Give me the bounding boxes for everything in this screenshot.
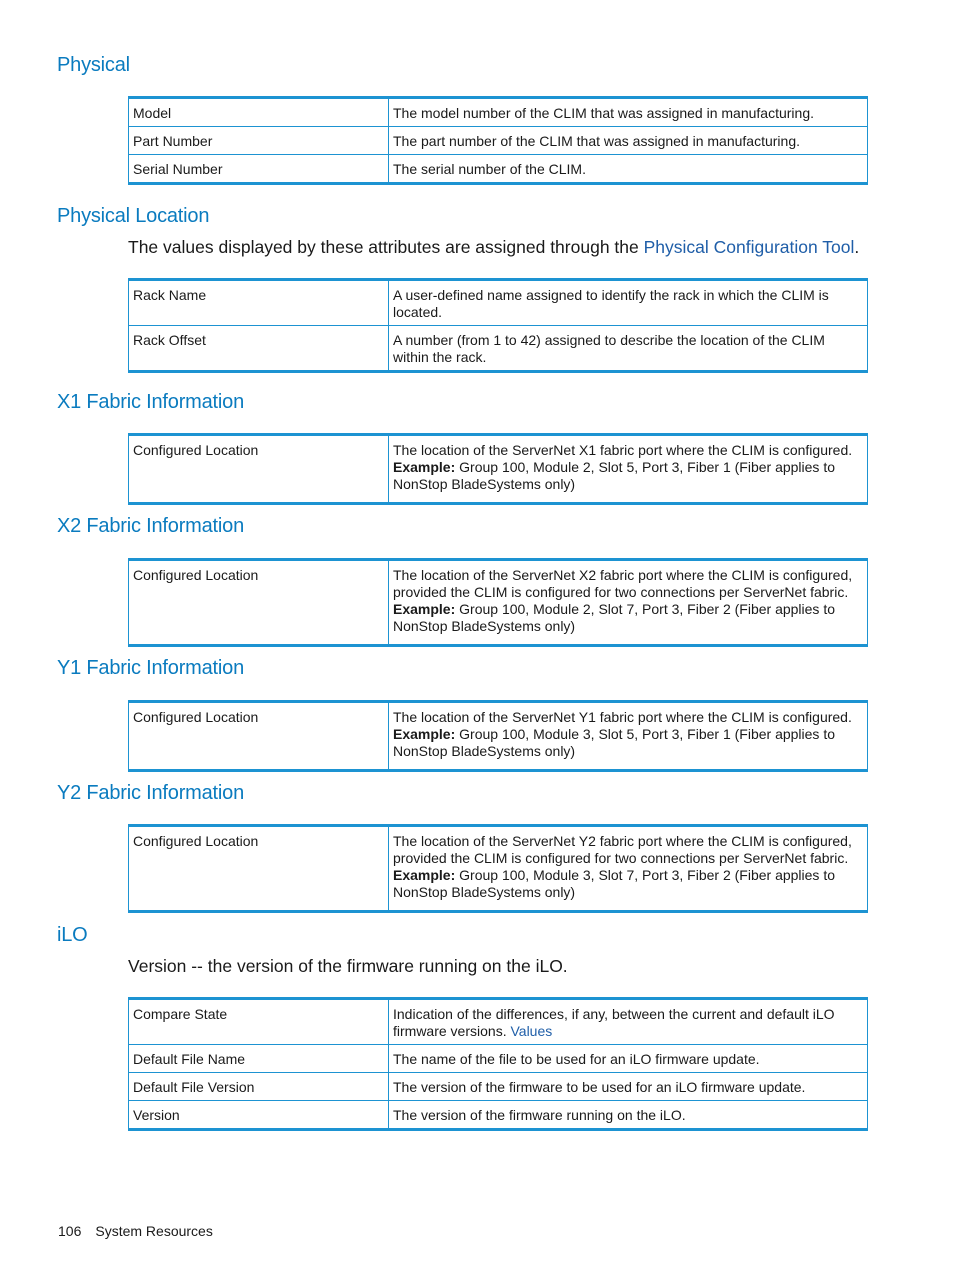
table-row: [129, 560, 868, 646]
attribute-name: Configured Location: [129, 435, 389, 504]
section-heading-physical-location: Physical Location: [57, 205, 210, 227]
attribute-name: Default File Name: [129, 1045, 389, 1073]
attribute-description: The model number of the CLIM that was assigned in manufacturing.: [389, 98, 868, 127]
table-row: [129, 702, 868, 771]
example-text: Group 100, Module 3, Slot 7, Port 3, Fiber 2 (Fiber applies to NonStop BladeSystems only): [393, 867, 835, 900]
physical-configuration-tool-link[interactable]: Physical Configuration Tool: [643, 237, 855, 257]
section-heading-ilo: iLO: [57, 924, 88, 946]
attribute-description: The version of the firmware to be used for an iLO firmware update.: [389, 1073, 868, 1101]
table-row: [129, 826, 868, 912]
description-text: The location of the ServerNet X2 fabric port where the CLIM is configured, provided the CLIM is configured for two connections per ServerNet fabric.: [393, 567, 853, 600]
section-heading-y1-fabric: Y1 Fabric Information: [57, 657, 244, 679]
attribute-name: Model: [129, 98, 389, 127]
x1-fabric-table: [128, 433, 868, 505]
table-row: [129, 1045, 868, 1073]
description-text: The location of the ServerNet Y2 fabric port where the CLIM is configured, provided the CLIM is configured for two connections per ServerNet fabric.: [393, 833, 852, 866]
attribute-name: Configured Location: [129, 702, 389, 771]
example-text: Group 100, Module 2, Slot 7, Port 3, Fiber 2 (Fiber applies to NonStop BladeSystems only): [393, 601, 835, 634]
attribute-name: Rack Name: [129, 280, 389, 326]
attribute-name: Configured Location: [129, 826, 389, 912]
page-number: 106: [58, 1223, 82, 1239]
example-label: Example:: [393, 867, 456, 883]
physical-location-intro: [128, 237, 859, 258]
page-footer: [58, 1223, 227, 1239]
example-text: Group 100, Module 2, Slot 5, Port 3, Fiber 1 (Fiber applies to NonStop BladeSystems only): [393, 459, 835, 492]
table-row: [129, 1101, 868, 1130]
ilo-table: [128, 997, 868, 1131]
values-link[interactable]: Values: [510, 1023, 553, 1039]
physical-table: [128, 96, 868, 185]
attribute-description: [389, 560, 868, 646]
y1-fabric-table: [128, 700, 868, 772]
section-heading-y2-fabric: Y2 Fabric Information: [57, 782, 244, 804]
ilo-intro: Version -- the version of the firmware running on the iLO.: [128, 956, 568, 976]
table-row: [129, 1073, 868, 1101]
table-row: [129, 326, 868, 372]
attribute-description: [389, 826, 868, 912]
intro-text-end: .: [854, 237, 860, 257]
attribute-description: [389, 702, 868, 771]
example-text: Group 100, Module 3, Slot 5, Port 3, Fiber 1 (Fiber applies to NonStop BladeSystems only): [393, 726, 835, 759]
attribute-description: [389, 999, 868, 1045]
attribute-description: [389, 435, 868, 504]
x2-fabric-table: [128, 558, 868, 647]
intro-text: The values displayed by these attributes are assigned through the: [128, 237, 644, 257]
example-label: Example:: [393, 726, 456, 742]
table-row: [129, 435, 868, 504]
example-label: Example:: [393, 601, 456, 617]
attribute-description: The name of the file to be used for an iLO firmware update.: [389, 1045, 868, 1073]
attribute-name: Version: [129, 1101, 389, 1130]
attribute-name: Default File Version: [129, 1073, 389, 1101]
table-row: [129, 155, 868, 184]
section-heading-physical: Physical: [57, 54, 130, 76]
table-row: [129, 98, 868, 127]
description-text: The location of the ServerNet Y1 fabric port where the CLIM is configured.: [393, 709, 852, 725]
attribute-name: Rack Offset: [129, 326, 389, 372]
attribute-name: Compare State: [129, 999, 389, 1045]
attribute-description: A number (from 1 to 42) assigned to describe the location of the CLIM within the rack.: [389, 326, 868, 372]
physical-location-table: [128, 278, 868, 373]
description-text: Indication of the differences, if any, between the current and default iLO firmware versions.: [393, 1006, 835, 1039]
attribute-name: Configured Location: [129, 560, 389, 646]
section-heading-x2-fabric: X2 Fabric Information: [57, 515, 244, 537]
description-text: The location of the ServerNet X1 fabric port where the CLIM is configured.: [393, 442, 853, 458]
attribute-description: A user-defined name assigned to identify the rack in which the CLIM is located.: [389, 280, 868, 326]
attribute-description: The serial number of the CLIM.: [389, 155, 868, 184]
table-row: [129, 280, 868, 326]
example-label: Example:: [393, 459, 456, 475]
table-row: [129, 999, 868, 1045]
attribute-description: The version of the firmware running on the iLO.: [389, 1101, 868, 1130]
section-heading-x1-fabric: X1 Fabric Information: [57, 391, 244, 413]
table-row: [129, 127, 868, 155]
attribute-name: Part Number: [129, 127, 389, 155]
attribute-name: Serial Number: [129, 155, 389, 184]
y2-fabric-table: [128, 824, 868, 913]
attribute-description: The part number of the CLIM that was assigned in manufacturing.: [389, 127, 868, 155]
chapter-title: System Resources: [95, 1223, 213, 1239]
